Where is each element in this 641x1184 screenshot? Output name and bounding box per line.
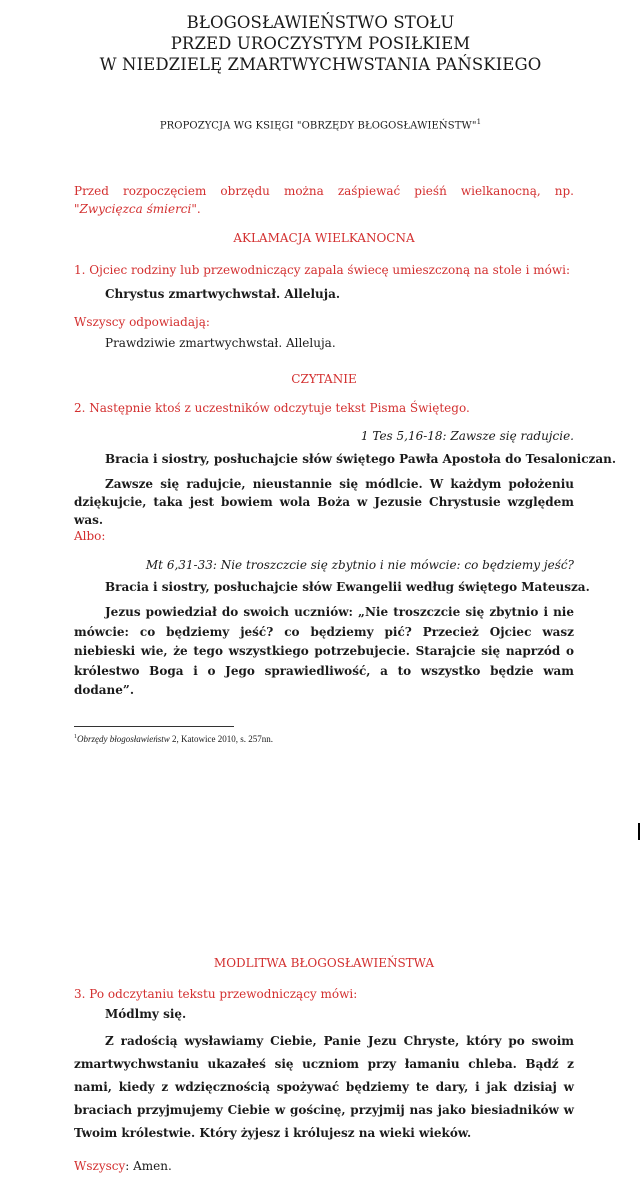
text-cursor bbox=[638, 823, 640, 840]
title-line-1: BŁOGOSŁAWIEŃSTWO STOŁU bbox=[186, 13, 455, 32]
footnote-separator bbox=[74, 726, 234, 727]
document-title bbox=[0, 12, 641, 75]
rubric-wszyscy: Wszyscy bbox=[74, 1159, 126, 1173]
acclamation-text: Chrystus zmartwychwstał. Alleluja. bbox=[105, 287, 341, 301]
footnote-number: 1 bbox=[74, 734, 77, 740]
reading-reference-2: Mt 6,31-33: Nie troszczcie się zbytnio i nie mówcie: co będziemy jeść? bbox=[145, 558, 574, 572]
subtitle-text: PROPOZYCJA WG KSIĘGI "OBRZĘDY BŁOGOSŁAWIEŃSTW" bbox=[159, 120, 477, 132]
blessing-prayer: Z radością wysławiamy Ciebie, Panie Jezu Chryste, który po swoim zmartwychwstaniu ukazałeś się uczniom przy łamaniu chleba. Bądź z nami, kiedy z wdzięcznością spożywać będziemy te dary, i jak dzisiaj w braciach przyjmujemy Ciebie w gościnę, przyjmij nas jako biesiadników w Twoim królestwie. Który żyjesz i królujesz na wieki wieków. bbox=[74, 1034, 574, 1140]
heading-modlitwa: MODLITWA BŁOGOSŁAWIEŃSTWA bbox=[213, 956, 435, 970]
amen-text: : Amen. bbox=[125, 1159, 172, 1173]
document-subtitle bbox=[0, 118, 641, 131]
intro-text: Przed rozpoczęciem obrzędu można zaśpiewać pieśń wielkanocną, np. " bbox=[74, 184, 574, 216]
intro-song-title: Zwycięzca śmierci bbox=[79, 202, 192, 216]
lets-pray-text: Módlmy się. bbox=[105, 1007, 187, 1021]
heading-aklamacja: AKLAMACJA WIELKANOCNA bbox=[233, 231, 415, 245]
reading-text-2: Jezus powiedział do swoich uczniów: „Nie troszczcie się zbytnio i nie mówcie: co będziemy jeść? co będziemy pić? Przecież Ojciec wasz niebieski wie, że tego wszystkiego potrzebujecie. Starajcie się naprzód o królestwo Boga i o Jego sprawiedliwość, a to wszystko będzie wam dodane”. bbox=[74, 605, 574, 697]
intro-end: ". bbox=[191, 202, 201, 216]
title-line-2: PRZED UROCZYSTYM POSIŁKIEM bbox=[170, 34, 471, 53]
rubric-1: 1. Ojciec rodziny lub przewodniczący zapala świecę umieszczoną na stole i mówi: bbox=[74, 263, 570, 277]
footnote bbox=[74, 734, 273, 744]
reading-intro-2: Bracia i siostry, posłuchajcie słów Ewangelii według świętego Mateusza. bbox=[105, 580, 590, 594]
footnote-details: 2, Katowice 2010, s. 257nn. bbox=[169, 734, 274, 744]
footnote-book-title: Obrzędy błogosławieństw bbox=[77, 734, 170, 744]
rubric-all-respond: Wszyscy odpowiadają: bbox=[74, 315, 210, 329]
rubric-2: 2. Następnie ktoś z uczestników odczytuje tekst Pisma Świętego. bbox=[74, 401, 470, 415]
rubric-albo: Albo: bbox=[74, 529, 106, 543]
response-text: Prawdziwie zmartwychwstał. Alleluja. bbox=[105, 336, 336, 350]
intro-rubric bbox=[74, 182, 574, 218]
title-line-3: W NIEDZIELĘ ZMARTWYCHWSTANIA PAŃSKIEGO bbox=[99, 55, 542, 74]
rubric-3: 3. Po odczytaniu tekstu przewodniczący mówi: bbox=[74, 987, 358, 1001]
reading-reference-1: 1 Tes 5,16-18: Zawsze się radujcie. bbox=[360, 429, 574, 443]
reading-intro-1: Bracia i siostry, posłuchajcie słów świętego Pawła Apostoła do Tesaloniczan. bbox=[105, 452, 617, 466]
heading-czytanie: CZYTANIE bbox=[291, 372, 357, 386]
footnote-ref: 1 bbox=[476, 118, 482, 126]
amen-line bbox=[74, 1157, 172, 1175]
reading-text-1: Zawsze się radujcie, nieustannie się módlcie. W każdym położeniu dziękujcie, taka jest bowiem wola Boża w Jezusie Chrystusie względem was. bbox=[74, 477, 574, 527]
